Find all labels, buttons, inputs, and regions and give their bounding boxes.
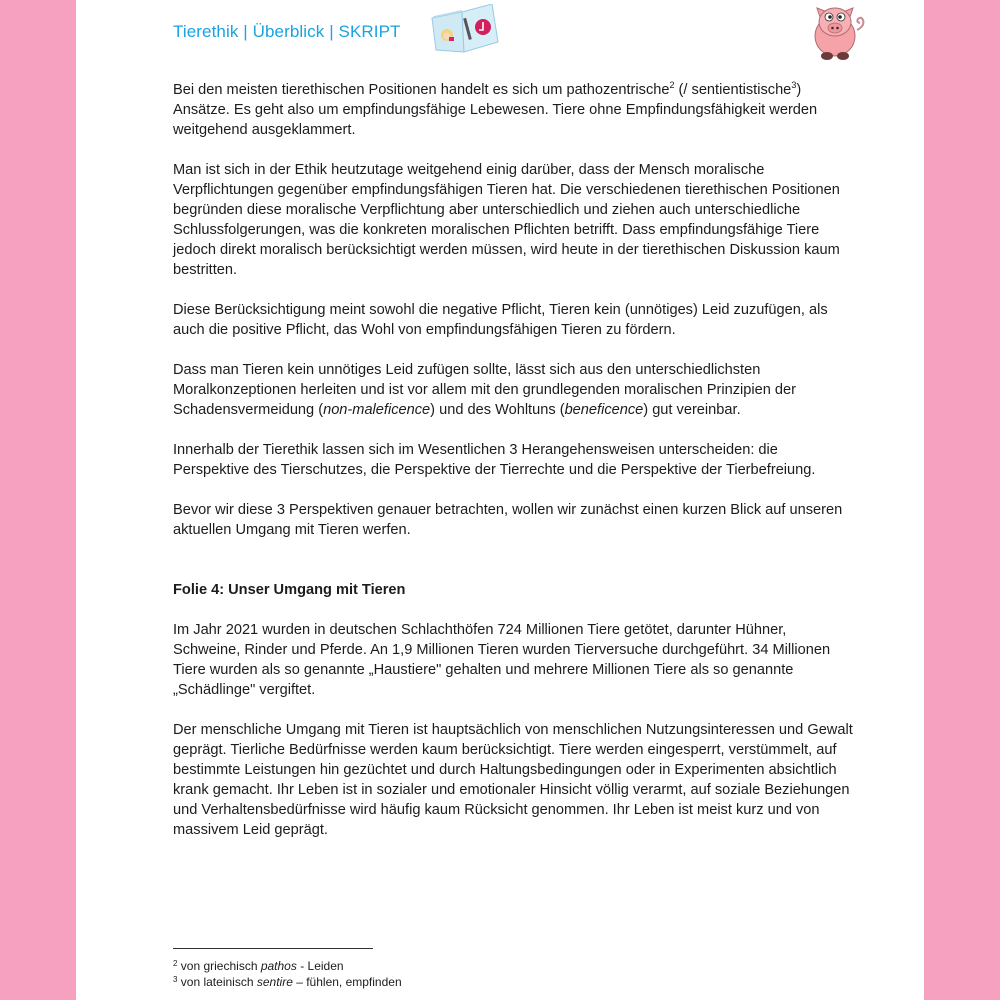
paragraph-human-treatment: Der menschliche Umgang mit Tieren ist hauptsächlich von menschlichen Nutzungsinteressen und Gewalt geprägt. Tierliche Bedürfnisse werden kaum berücksichtigt. Tiere werden eingesperrt, verstümmelt, auf bestimmte Leistungen hin gezüchtet und durch Haltungsbedingungen oder in Experimenten absichtlich krank gemacht. Ihr Leben ist in sozialer und emotionaler Hinsicht völlig verarmt, auf soziale Beziehungen und Verhaltensbedürfnisse wird häufig kaum Rücksicht genommen. Ihr Leben ist meist kurz und von massivem Leid geprägt. xyxy=(173,722,853,838)
paragraph-consideration: Diese Berücksichtigung meint sowohl die negative Pflicht, Tieren kein (unnötiges) Leid zuzufügen, als auch die positive Pflicht, das Wohl von empfindungsfähigen Tieren zu fördern. xyxy=(173,302,828,338)
paragraph-transition: Bevor wir diese 3 Perspektiven genauer betrachten, wollen wir zunächst einen kurzen Blick auf unseren aktuellen Umgang mit Tieren werfen. xyxy=(173,502,843,538)
paragraph-principles xyxy=(173,360,853,420)
paragraph-intro xyxy=(173,80,853,140)
footnote-ref-3[interactable]: 3 xyxy=(791,80,797,90)
text-run: ) und des Wohltuns ( xyxy=(430,402,565,418)
text-run: von griechisch xyxy=(177,959,261,973)
text-run: von lateinisch xyxy=(177,975,257,989)
footnotes xyxy=(173,958,402,990)
paragraph-statistics: Im Jahr 2021 wurden in deutschen Schlachthöfen 724 Millionen Tiere getötet, darunter Hühner, Schweine, Rinder und Pferde. An 1,9 Millionen Tieren wurden Tierversuche durchgeführt. 34 Millionen Tiere wurden als so genannte „Haustiere" gehalten und mehrere Millionen Tiere als so genannte „Schädlinge" vergiftet. xyxy=(173,622,831,698)
text-run: Dass man Tieren kein unnötiges Leid zufügen sollte, lässt sich aus den unterschiedlichsten Moralkonzeptionen herleiten und ist vor allem mit den grundlegenden moralischen Prinzipien der Schadensvermeidung ( xyxy=(173,362,797,418)
text-run: - Leiden xyxy=(296,959,344,973)
text-run: ) gut vereinbar. xyxy=(643,402,741,418)
footnote-3 xyxy=(173,974,402,990)
footnote-number: 2 xyxy=(173,959,178,968)
section-heading: Folie 4: Unser Umgang mit Tieren xyxy=(173,582,406,598)
text-run: – fühlen, empfinden xyxy=(292,975,402,989)
footnote-number: 3 xyxy=(173,975,178,984)
paragraph-moral-obligations: Man ist sich in der Ethik heutzutage weitgehend einig darüber, dass der Mensch moralische Verpflichtungen gegenüber empfindungsfähigen Tieren hat. Die verschiedenen tierethischen Positionen begründen diese moralische Verpflichtung aber unterschiedlich und ziehen auch unterschiedliche Schlussfolgerungen, was die konkreten moralischen Pflichten betrifft. Dass empfindungsfähige Tiere jedoch direkt moralisch berücksichtigt werden müssen, wird heute in der tierethischen Diskussion kaum bestritten. xyxy=(173,162,840,278)
footnote-2 xyxy=(173,958,402,974)
term-pathos: pathos xyxy=(260,959,297,973)
footnote-ref-2[interactable]: 2 xyxy=(669,80,675,90)
footnote-separator xyxy=(173,948,373,949)
document-body xyxy=(173,80,853,860)
paragraph-three-approaches: Innerhalb der Tierethik lassen sich im Wesentlichen 3 Herangehensweisen unterscheiden: die Perspektive des Tierschutzes, die Perspektive der Tierrechte und die Perspektive der Tierbefreiung. xyxy=(173,442,816,478)
text-run: (/ sentientistische xyxy=(674,82,792,98)
text-run: Bei den meisten tierethischen Positionen handelt es sich um pathozentrische xyxy=(173,82,670,98)
pig-icon xyxy=(805,0,869,64)
book-icon xyxy=(428,4,502,54)
term-beneficence: beneficence xyxy=(564,402,644,418)
text-run: ) Ansätze. Es geht also um empfindungsfähige Lebewesen. Tiere ohne Empfindungsfähigkeit werden weitgehend ausgeklammert. xyxy=(173,82,818,138)
term-non-maleficence: non-maleficence xyxy=(323,402,431,418)
term-sentire: sentire xyxy=(256,975,293,989)
header-title: Tierethik | Überblick | SKRIPT xyxy=(173,22,401,41)
